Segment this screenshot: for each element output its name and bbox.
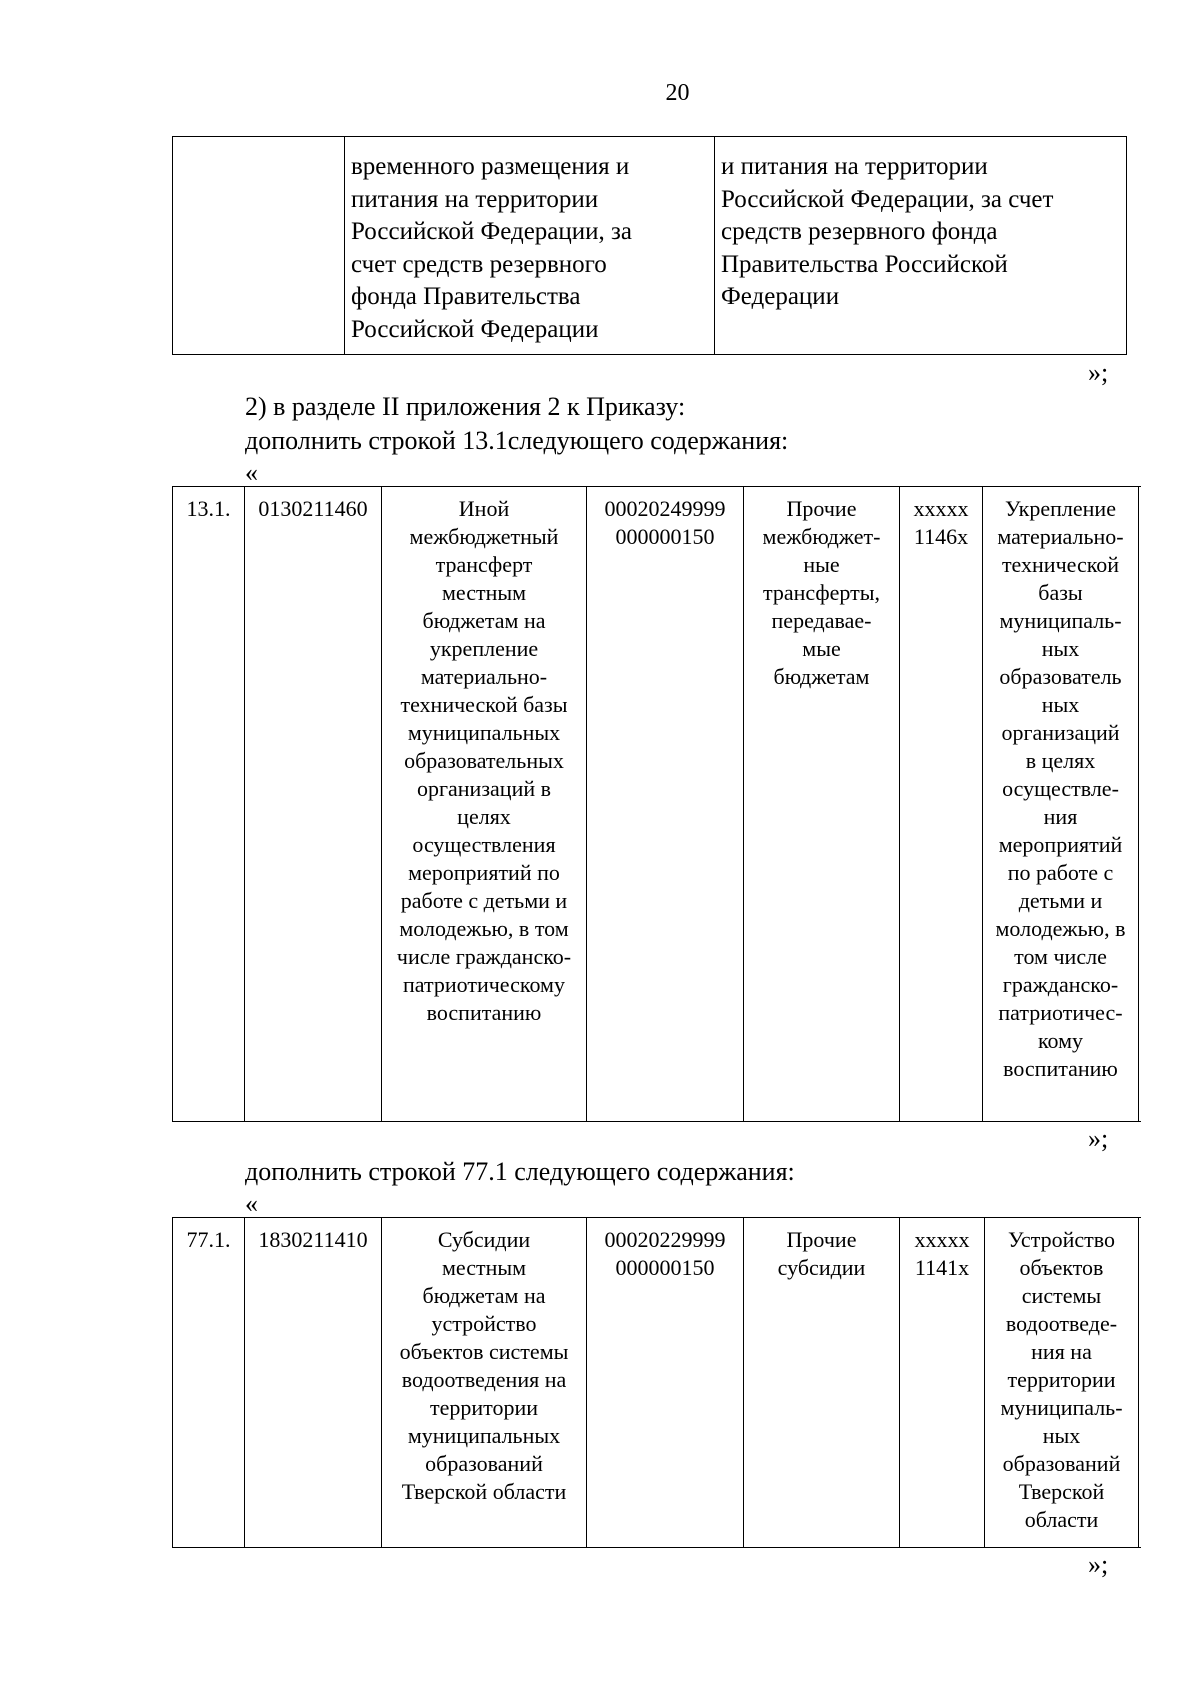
kbk-line: 000000150: [615, 524, 715, 549]
text-line: Прочие: [786, 496, 857, 521]
continuation-empty-cell: [173, 137, 345, 354]
text-line: образователь: [999, 664, 1122, 689]
text-line: мероприятий: [998, 832, 1123, 857]
text-line: муниципальных: [407, 720, 561, 745]
text-line: устройство: [431, 1311, 537, 1336]
row-number-cell: [173, 1218, 245, 1547]
closing-quote: »;: [1088, 1124, 1109, 1153]
text-line: территории: [429, 1395, 539, 1420]
text-line: системы: [1021, 1283, 1102, 1308]
text-line: образований: [1002, 1451, 1121, 1476]
text-line: осуществле-: [1002, 776, 1119, 801]
text-line: образований: [425, 1451, 543, 1476]
text-line: Федерации: [721, 283, 840, 310]
kind-cell: [744, 1218, 900, 1547]
text-line: муниципальных: [407, 1423, 561, 1448]
text-line: муниципаль-: [1000, 1395, 1123, 1420]
text-line: ния: [1043, 804, 1078, 829]
code-cell: [245, 1218, 382, 1547]
row-number: 13.1.: [186, 496, 231, 521]
text-line: муниципаль-: [999, 608, 1122, 633]
text-line: водоотведения на: [401, 1367, 567, 1392]
text-line: объектов системы: [399, 1339, 569, 1364]
text-line: территории: [1007, 1367, 1116, 1392]
text-line: воспитанию: [426, 1000, 542, 1025]
text-line: укрепление: [429, 636, 539, 661]
text-line: Российской Федерации, за счет: [721, 185, 1054, 213]
page-number: 20: [665, 80, 690, 106]
text-line: технической базы: [400, 692, 568, 717]
text-line: передавае-: [771, 608, 872, 633]
code-value: 1830211410: [258, 1227, 368, 1252]
text-line: объектов: [1019, 1255, 1104, 1280]
text-line: Устройство: [1008, 1227, 1115, 1252]
text-line: патриотичес-: [998, 1000, 1123, 1025]
table-row-77-1: [172, 1217, 1141, 1548]
text-line: воспитанию: [1003, 1056, 1118, 1081]
text-line: ных: [1042, 1423, 1081, 1448]
text-line: целях: [457, 804, 511, 829]
text-line: Прочие: [786, 1227, 857, 1252]
purpose-cell: [983, 487, 1139, 1121]
text-line: технической: [1001, 552, 1120, 577]
section-instruction: дополнить строкой 77.1 следующего содержания:: [245, 1157, 795, 1186]
text-line: бюджетам на: [422, 1283, 546, 1308]
code-value: 0130211460: [258, 496, 368, 521]
text-line: молодежью, в: [995, 916, 1126, 941]
text-line: водоотведе-: [1005, 1311, 1118, 1336]
text-line: ных: [1041, 636, 1080, 661]
continuation-cell-left: [345, 137, 715, 354]
text-line: кому: [1037, 1028, 1084, 1053]
text-line: временного размещения и: [351, 153, 630, 180]
closing-quote: »;: [1088, 358, 1109, 387]
text-line: патриотическому: [403, 972, 565, 997]
kind-cell: [744, 487, 900, 1121]
text-line: материально-: [420, 664, 548, 689]
text-line: по работе с: [1007, 860, 1114, 885]
text-line: Иной: [458, 496, 510, 521]
text-line: Укрепление: [1005, 496, 1116, 521]
text-line: местным: [441, 580, 527, 605]
text-line: мероприятий по: [408, 860, 560, 885]
opening-quote: «: [245, 458, 258, 487]
text-line: бюджетам на: [422, 608, 546, 633]
code-mask-line: xxxxx: [914, 1227, 970, 1252]
text-line: трансферт: [435, 552, 533, 577]
text-line: организаций: [1001, 720, 1120, 745]
text-line: фонда Правительства: [351, 283, 581, 310]
row-number: 77.1.: [186, 1227, 231, 1252]
text-line: межбюджетный: [409, 524, 559, 549]
text-line: материально-: [997, 524, 1124, 549]
text-line: и питания на территории: [721, 153, 988, 180]
text-line: трансферты,: [762, 580, 881, 605]
text-line: бюджетам: [773, 664, 870, 689]
name-cell: [382, 1218, 587, 1547]
kbk-line: 00020249999: [604, 496, 726, 521]
text-line: Правительства Российской: [721, 250, 1008, 278]
code-mask-line: 1141x: [914, 1255, 970, 1280]
code-mask-cell: [900, 487, 983, 1121]
text-line: субсидии: [777, 1255, 866, 1280]
code-cell: [245, 487, 382, 1121]
text-line: организаций в: [417, 776, 551, 801]
text-line: Тверской области: [401, 1479, 567, 1504]
table-row-13-1: [172, 486, 1141, 1122]
code-mask-line: xxxxx: [913, 496, 969, 521]
text-line: Российской Федерации, за: [351, 218, 632, 245]
kbk-line: 00020229999: [604, 1227, 726, 1252]
text-line: базы: [1038, 580, 1083, 605]
continuation-cell-right: [715, 137, 1126, 354]
text-line: Тверской: [1018, 1479, 1105, 1504]
kbk-cell: [587, 487, 744, 1121]
section-heading: 2) в разделе II приложения 2 к Приказу:: [245, 392, 686, 421]
text-line: работе с детьми и: [400, 888, 568, 913]
code-mask-line: 1146x: [913, 524, 969, 549]
row-number-cell: [173, 487, 245, 1121]
closing-quote: »;: [1088, 1550, 1109, 1579]
kbk-cell: [587, 1218, 744, 1547]
text-line: том числе: [1014, 944, 1107, 969]
text-line: межбюджет-: [762, 524, 881, 549]
text-line: ния на: [1031, 1339, 1092, 1364]
text-line: образовательных: [404, 748, 564, 773]
text-line: мые: [802, 636, 841, 661]
text-line: числе гражданско-: [396, 944, 572, 969]
text-line: Субсидии: [437, 1227, 531, 1252]
text-line: осуществления: [412, 832, 556, 857]
purpose-cell: [985, 1218, 1139, 1547]
text-line: детьми и: [1018, 888, 1103, 913]
name-cell: [382, 487, 587, 1121]
text-line: молодежью, в том: [399, 916, 569, 941]
opening-quote: «: [245, 1189, 258, 1218]
text-line: в целях: [1025, 748, 1096, 773]
text-line: местным: [441, 1255, 527, 1280]
text-line: счет средств резервного: [351, 250, 607, 278]
text-line: Российской Федерации: [351, 315, 599, 343]
text-line: ные: [803, 552, 840, 577]
kbk-line: 000000150: [615, 1255, 715, 1280]
continuation-table: [172, 136, 1127, 355]
text-line: области: [1024, 1507, 1099, 1532]
text-line: ных: [1041, 692, 1080, 717]
text-line: питания на территории: [351, 185, 599, 213]
code-mask-cell: [900, 1218, 985, 1547]
text-line: гражданско-: [1002, 972, 1119, 997]
text-line: средств резервного фонда: [721, 218, 998, 245]
section-instruction: дополнить строкой 13.1следующего содержания:: [245, 426, 789, 455]
